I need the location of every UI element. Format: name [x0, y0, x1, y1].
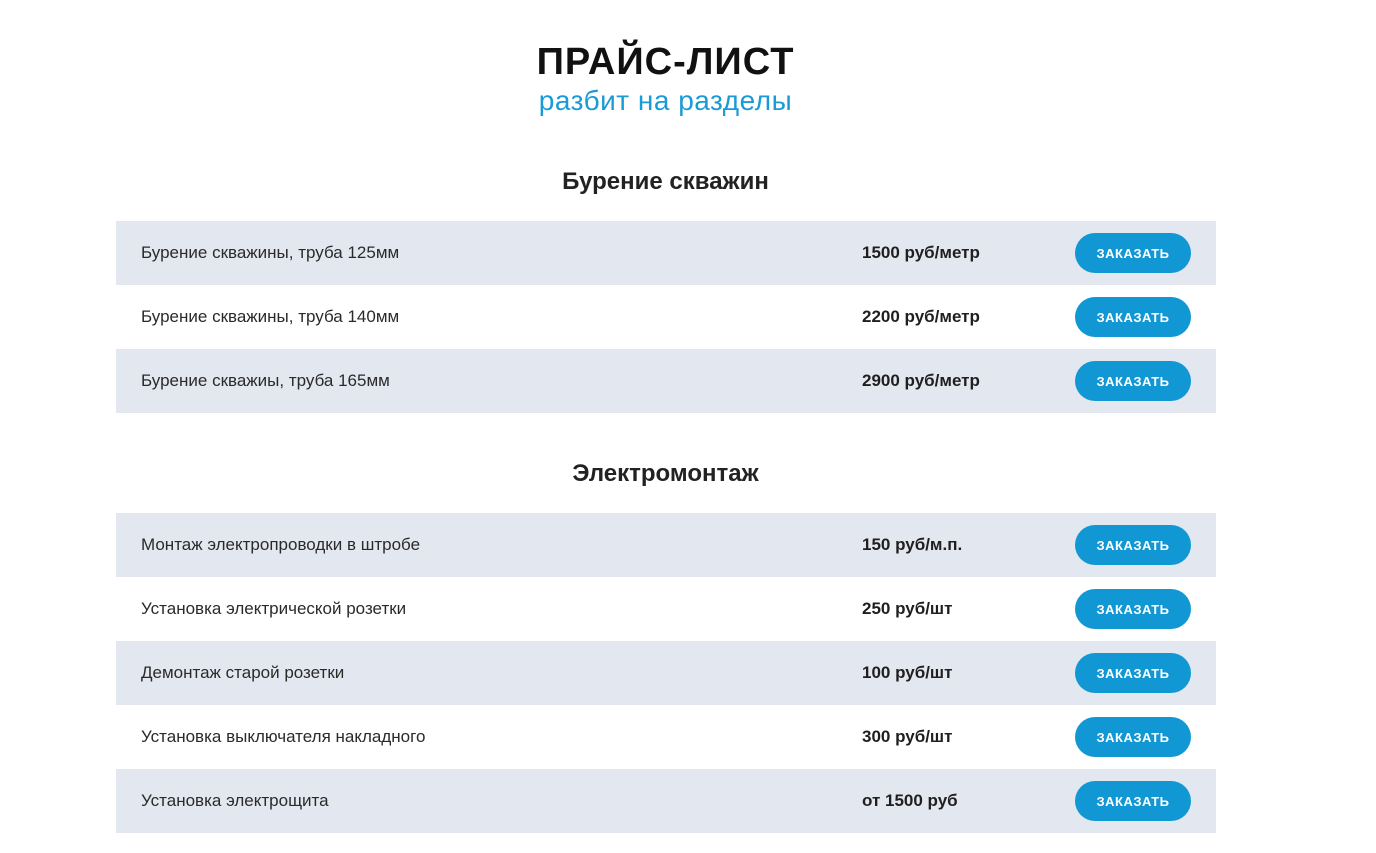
service-price: 300 руб/шт [862, 727, 953, 746]
page-title: ПРАЙС-ЛИСТ [536, 41, 795, 83]
service-price: 1500 руб/метр [862, 243, 980, 262]
order-button[interactable]: ЗАКАЗАТЬ [1075, 717, 1191, 757]
price-row [116, 577, 1216, 641]
order-button[interactable]: ЗАКАЗАТЬ [1075, 653, 1191, 693]
price-table-drilling [116, 221, 1216, 413]
order-button[interactable]: ЗАКАЗАТЬ [1075, 361, 1191, 401]
price-row [116, 769, 1216, 833]
price-row [116, 349, 1216, 413]
price-row [116, 221, 1216, 285]
service-price: 150 руб/м.п. [862, 535, 963, 554]
service-price: 100 руб/шт [862, 663, 953, 682]
service-name: Бурение скважиы, труба 165мм [141, 371, 390, 390]
service-name: Демонтаж старой розетки [141, 663, 345, 682]
price-row [116, 705, 1216, 769]
service-name: Установка выключателя накладного [141, 727, 426, 746]
service-name: Бурение скважины, труба 140мм [141, 307, 400, 326]
order-button[interactable]: ЗАКАЗАТЬ [1075, 525, 1191, 565]
order-button[interactable]: ЗАКАЗАТЬ [1075, 297, 1191, 337]
order-button[interactable]: ЗАКАЗАТЬ [1075, 233, 1191, 273]
order-button[interactable]: ЗАКАЗАТЬ [1075, 589, 1191, 629]
service-name: Монтаж электропроводки в штробе [141, 535, 421, 554]
price-row [116, 641, 1216, 705]
price-table-electrical [116, 513, 1216, 833]
page-subtitle: разбит на разделы [538, 85, 793, 116]
price-row [116, 513, 1216, 577]
price-row [116, 285, 1216, 349]
section-title-electrical: Электромонтаж [572, 460, 759, 487]
order-button[interactable]: ЗАКАЗАТЬ [1075, 781, 1191, 821]
service-name: Бурение скважины, труба 125мм [141, 243, 400, 262]
service-price: от 1500 руб [862, 791, 958, 810]
section-title-drilling: Бурение скважин [562, 168, 769, 195]
service-price: 2900 руб/метр [862, 371, 980, 390]
service-name: Установка электрощита [141, 791, 329, 810]
service-price: 2200 руб/метр [862, 307, 980, 326]
service-price: 250 руб/шт [862, 599, 953, 618]
service-name: Установка электрической розетки [141, 599, 407, 618]
